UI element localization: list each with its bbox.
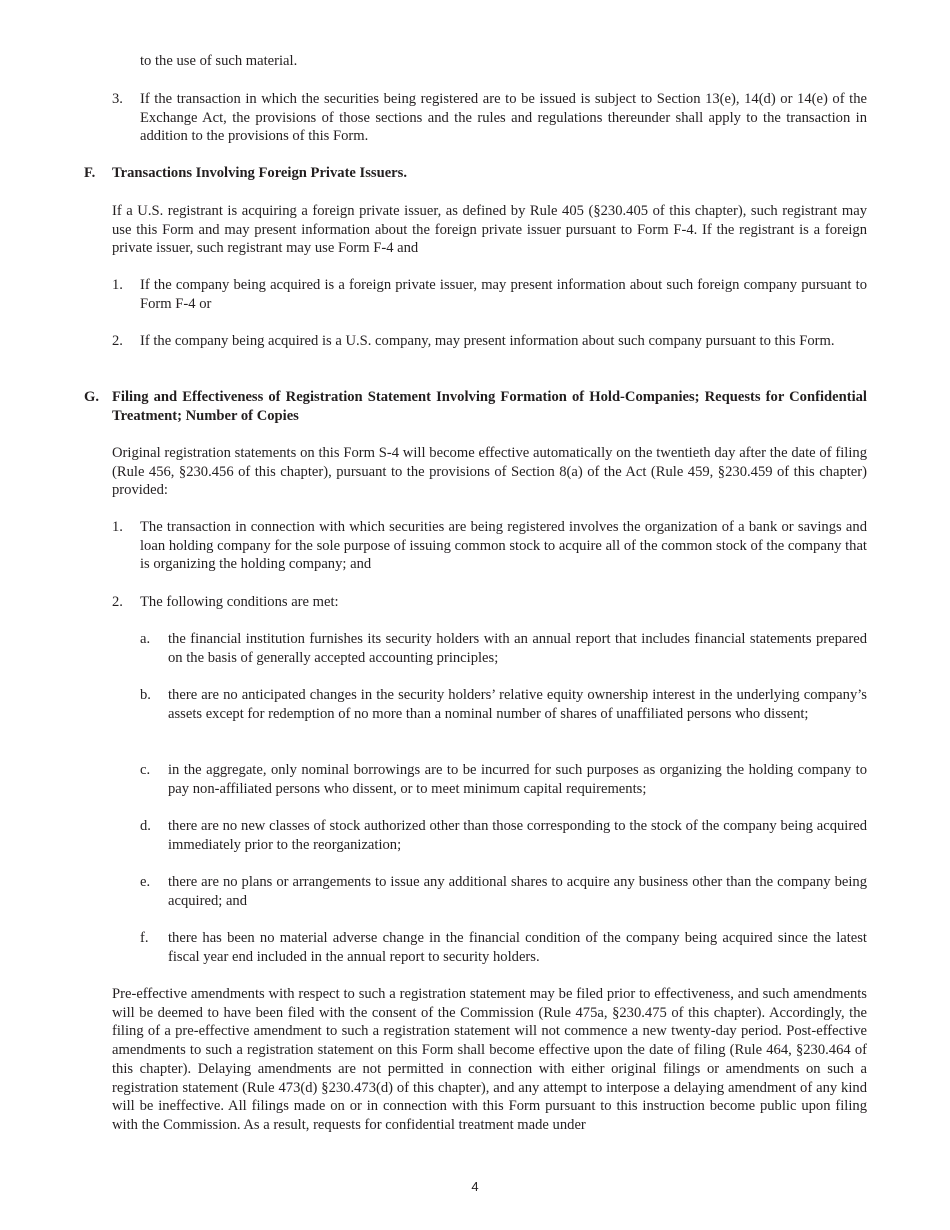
subitem-f-text: there has been no material adverse change in the financial condition of the company being acquired since the latest fiscal year end included in the annual report to security holders. [168, 930, 867, 965]
subitem-a-text: the financial institution furnishes its security holders with an annual report that includes financial statements prepared on the basis of generally accepted accounting principles; [168, 631, 867, 666]
section-g-label: G. [84, 389, 99, 405]
subitem-a-label: a. [140, 631, 151, 647]
continuation-text: to the use of such material. [140, 53, 298, 69]
subitem-f-label: f. [140, 930, 149, 946]
section-g-item-2-text: The following conditions are met: [140, 594, 339, 610]
section-g-item-1-text: The transaction in connection with which securities are being registered involves the organization of a bank or savings and loan holding company for the sole purpose of issuing common stock to acquire all of the common stock of the company that is organizing the holding company; and [140, 519, 867, 573]
subitem-b-label: b. [140, 687, 151, 703]
section-g-item-2-label: 2. [112, 594, 123, 610]
section-g-intro: Original registration statements on this Form S-4 will become effective automatically on the twentieth day after the date of filing (Rule 456, §230.456 of this chapter), pursuant to the provisions of Section 8(a) of the Act (Rule 459, §230.459 of this chapter) provided: [112, 445, 867, 499]
section-f-item-2-text: If the company being acquired is a U.S. company, may present information about such company pursuant to this Form. [140, 333, 835, 349]
section-g-item-1-label: 1. [112, 519, 123, 535]
section-g-closing: Pre-effective amendments with respect to such a registration statement may be filed prior to effectiveness, and such amendments will be deemed to have been filed with the consent of the Commission (Rule 475a, §230.475 of this chapter). Accordingly, the filing of a pre-effective amendment to such a registration statement will not commence a new twenty-day period. Post-effective amendments to such a registration statement on this Form shall become effective upon the date of filing (Rule 464, §230.464 of this chapter). Delaying amendments are not permitted in connection with either original filings or amendments on such a registration statement (Rule 473(d) §230.473(d) of this chapter), and any attempt to interpose a delaying amendment of any kind will be ineffective. All filings made on or in connection with this Form pursuant to this instruction become public upon filing with the Commission. As a result, requests for confidential treatment made under [112, 986, 867, 1133]
subitem-d-text: there are no new classes of stock authorized other than those corresponding to the stock of the company being acquired immediately prior to the reorganization; [168, 818, 867, 853]
subitem-e-label: e. [140, 874, 151, 890]
subitem-b-text: there are no anticipated changes in the security holders’ relative equity ownership interest in the underlying company’s assets except for redemption of no more than a nominal number of shares of unaffiliated persons who dissent; [168, 687, 867, 722]
section-f-intro: If a U.S. registrant is acquiring a foreign private issuer, as defined by Rule 405 (§230.405 of this chapter), such registrant may use this Form and may present information about the foreign private issuer pursuant to Form F-4. If the registrant is a foreign private issuer, such registrant may use Form F-4 and [112, 203, 867, 257]
section-g-title: Filing and Effectiveness of Registration Statement Involving Formation of Hold-Companies; Requests for Confidential Treatment; Number of Copies [112, 389, 867, 424]
section-f-item-1-label: 1. [112, 277, 123, 293]
section-f-item-2-label: 2. [112, 333, 123, 349]
item-3-text: If the transaction in which the securities being registered are to be issued is subject to Section 13(e), 14(d) or 14(e) of the Exchange Act, the provisions of those sections and the rules and regulations thereunder shall apply to the transaction in addition to the provisions of this Form. [140, 91, 867, 145]
section-f-label: F. [84, 165, 96, 181]
subitem-d-label: d. [140, 818, 151, 834]
subitem-c-text: in the aggregate, only nominal borrowings are to be incurred for such purposes as organizing the holding company to pay non-affiliated persons who dissent, or to meet minimum capital requirements; [168, 762, 867, 797]
section-f-item-1-text: If the company being acquired is a foreign private issuer, may present information about such foreign company pursuant to Form F-4 or [140, 277, 867, 312]
item-3-label: 3. [112, 91, 123, 107]
page-number: 4 [471, 1179, 479, 1194]
section-f-title: Transactions Involving Foreign Private Issuers. [112, 165, 407, 181]
subitem-e-text: there are no plans or arrangements to issue any additional shares to acquire any business other than the company being acquired; and [168, 874, 867, 909]
subitem-c-label: c. [140, 762, 151, 778]
